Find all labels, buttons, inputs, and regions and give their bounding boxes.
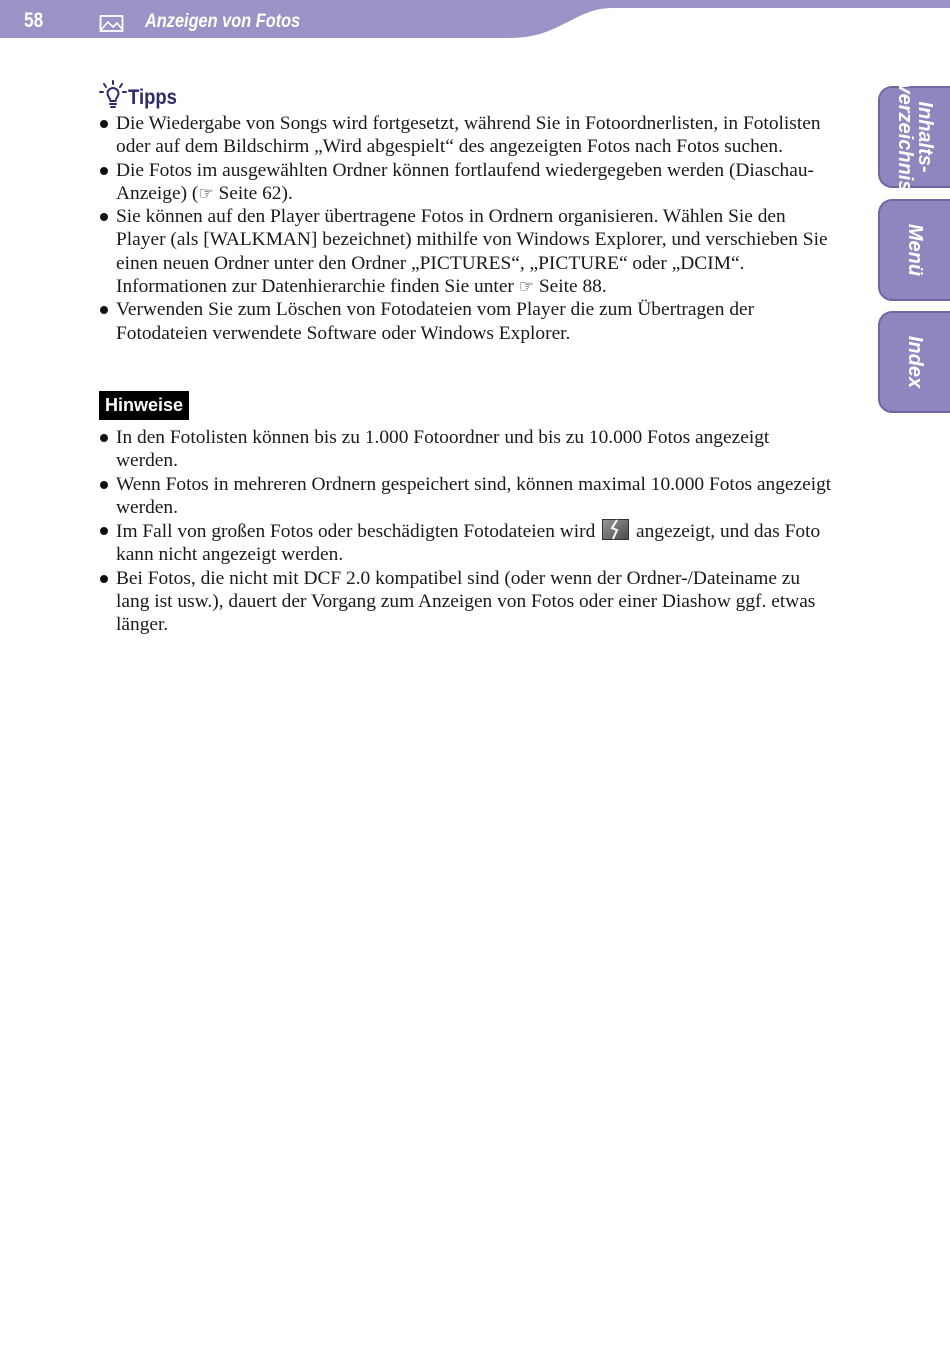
page-number: 58 — [24, 9, 44, 32]
page-reference-icon: ☞ — [518, 277, 534, 297]
lightbulb-icon — [99, 80, 127, 110]
list-item: In den Fotolisten können bis zu 1.000 Fotoordner und bis zu 10.000 Fotos angezeigt werden. — [99, 426, 835, 473]
list-item: Die Wiedergabe von Songs wird fortgesetzt, während Sie in Fotoordnerlisten, in Fotolisten oder auf dem Bildschirm „Wird abgespielt“ des angezeigten Fotos nach Fotos suchen. — [99, 112, 835, 159]
list-item: Wenn Fotos in mehreren Ordnern gespeichert sind, können maximal 10.000 Fotos angezeigt werden. — [99, 473, 835, 520]
page-header — [0, 0, 950, 40]
notes-title: Hinweise — [99, 391, 189, 420]
tab-index[interactable] — [878, 311, 950, 413]
list-item: Im Fall von großen Fotos oder beschädigten Fotodateien wird angezeigt, und das Foto kann nicht angezeigt werden. — [99, 519, 835, 567]
broken-image-icon — [602, 519, 629, 540]
list-item: Bei Fotos, die nicht mit DCF 2.0 kompatibel sind (oder wenn der Ordner-/Dateiname zu lang ist usw.), dauert der Vorgang zum Anzeigen von Fotos oder einer Diashow ggf. etwas länger. — [99, 567, 835, 637]
tips-title: Tipps — [128, 86, 177, 109]
list-item: Sie können auf den Player übertragene Fotos in Ordnern organisieren. Wählen Sie den Player (als [WALKMAN] bezeichnet) mithilfe von Windows Explorer, und verschieben Sie einen neuen Ordner unter den Ordner „PICTURES“, „PICTURE“ oder „DCIM“. Informationen zur Datenhierarchie finden Sie unter ☞ Seite 88. — [99, 205, 835, 298]
list-item: Die Fotos im ausgewählten Ordner können fortlaufend wiedergegeben werden (Diaschau-Anzeige) (☞ Seite 62). — [99, 159, 835, 206]
photo-icon — [99, 14, 125, 34]
page-reference-icon: ☞ — [198, 183, 214, 203]
header-bar-shape — [0, 0, 950, 40]
tab-menu[interactable] — [878, 199, 950, 301]
tips-list — [99, 112, 835, 345]
tips-heading — [99, 80, 184, 110]
tab-index-label: Index — [904, 335, 926, 389]
tab-table-of-contents-label: Inhalts- verzeichnis — [894, 82, 936, 192]
list-item: Verwenden Sie zum Löschen von Fotodateien vom Player die zum Übertragen der Fotodateien verwendete Software oder Windows Explorer. — [99, 298, 835, 345]
header-title: Anzeigen von Fotos — [145, 11, 301, 32]
tab-menu-label: Menü — [904, 223, 926, 277]
tab-table-of-contents[interactable] — [878, 82, 950, 192]
notes-list — [99, 426, 835, 637]
